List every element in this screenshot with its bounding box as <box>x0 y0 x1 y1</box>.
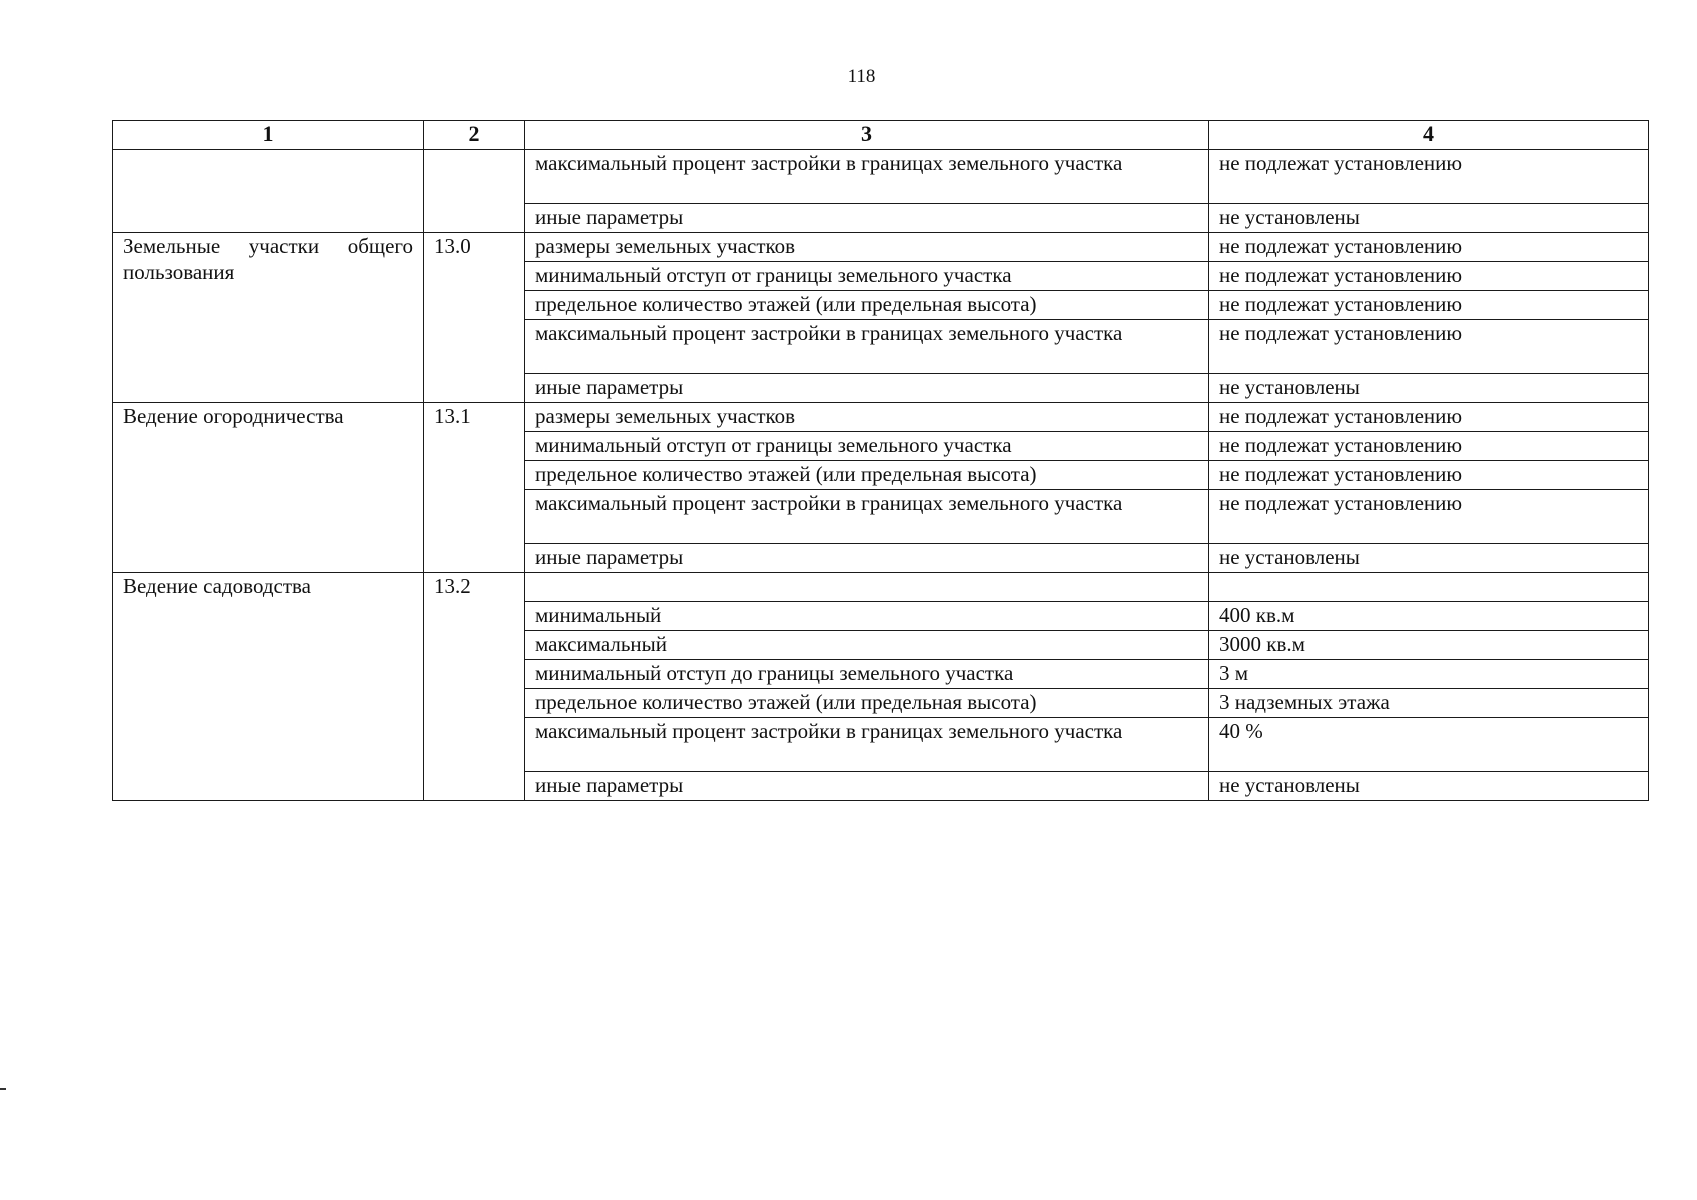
value-cell: не подлежат установлению <box>1209 403 1649 432</box>
value-cell: 40 % <box>1209 718 1649 772</box>
parameter-cell: максимальный процент застройки в границах земельного участка <box>525 320 1209 374</box>
value-cell: 3 м <box>1209 660 1649 689</box>
parameter-cell: иные параметры <box>525 772 1209 801</box>
value-cell <box>1209 573 1649 602</box>
parameter-cell: иные параметры <box>525 204 1209 233</box>
page-number: 118 <box>847 66 876 87</box>
parameter-cell: минимальный отступ от границы земельного участка <box>525 262 1209 291</box>
value-cell: не подлежат установлению <box>1209 150 1649 204</box>
value-cell: 3000 кв.м <box>1209 631 1649 660</box>
parameter-cell: иные параметры <box>525 374 1209 403</box>
land-use-code: 13.1 <box>424 403 525 573</box>
value-cell: не установлены <box>1209 204 1649 233</box>
land-use-name: Ведение огородничества <box>113 403 424 573</box>
value-cell: не установлены <box>1209 772 1649 801</box>
parameter-cell: максимальный процент застройки в границах земельного участка <box>525 150 1209 204</box>
parameter-cell: иные параметры <box>525 544 1209 573</box>
value-cell: 3 надземных этажа <box>1209 689 1649 718</box>
value-cell: не установлены <box>1209 374 1649 403</box>
value-cell: не установлены <box>1209 544 1649 573</box>
land-use-parameters-table <box>112 120 1649 801</box>
parameter-cell: минимальный <box>525 602 1209 631</box>
column-header-1: 1 <box>113 121 424 150</box>
parameter-cell: предельное количество этажей (или предельная высота) <box>525 291 1209 320</box>
land-use-name: Земельные участки общего пользования <box>113 233 424 403</box>
value-cell: не подлежат установлению <box>1209 262 1649 291</box>
parameter-cell: максимальный процент застройки в границах земельного участка <box>525 490 1209 544</box>
parameter-cell: предельное количество этажей (или предельная высота) <box>525 461 1209 490</box>
value-cell: не подлежат установлению <box>1209 291 1649 320</box>
parameter-cell: предельное количество этажей (или предельная высота) <box>525 689 1209 718</box>
value-cell: не подлежат установлению <box>1209 432 1649 461</box>
table-row <box>113 150 1649 204</box>
table-row <box>113 573 1649 602</box>
parameter-cell: размеры земельных участков <box>525 403 1209 432</box>
table-row <box>113 233 1649 262</box>
use-cell-empty <box>113 150 424 233</box>
parameter-cell: размеры земельных участков <box>525 233 1209 262</box>
value-cell: не подлежат установлению <box>1209 233 1649 262</box>
value-cell: не подлежат установлению <box>1209 461 1649 490</box>
parameter-cell: максимальный <box>525 631 1209 660</box>
land-use-name: Ведение садоводства <box>113 573 424 801</box>
header-row <box>113 121 1649 150</box>
parameter-cell <box>525 573 1209 602</box>
column-header-2: 2 <box>424 121 525 150</box>
table-row <box>113 403 1649 432</box>
value-cell: не подлежат установлению <box>1209 490 1649 544</box>
value-cell: не подлежат установлению <box>1209 320 1649 374</box>
land-use-code: 13.0 <box>424 233 525 403</box>
parameter-cell: максимальный процент застройки в границах земельного участка <box>525 718 1209 772</box>
column-header-4: 4 <box>1209 121 1649 150</box>
scan-edge-mark <box>0 1088 6 1090</box>
column-header-3: 3 <box>525 121 1209 150</box>
parameter-cell: минимальный отступ от границы земельного участка <box>525 432 1209 461</box>
parameter-cell: минимальный отступ до границы земельного участка <box>525 660 1209 689</box>
land-use-code: 13.2 <box>424 573 525 801</box>
code-cell-empty <box>424 150 525 233</box>
value-cell: 400 кв.м <box>1209 602 1649 631</box>
